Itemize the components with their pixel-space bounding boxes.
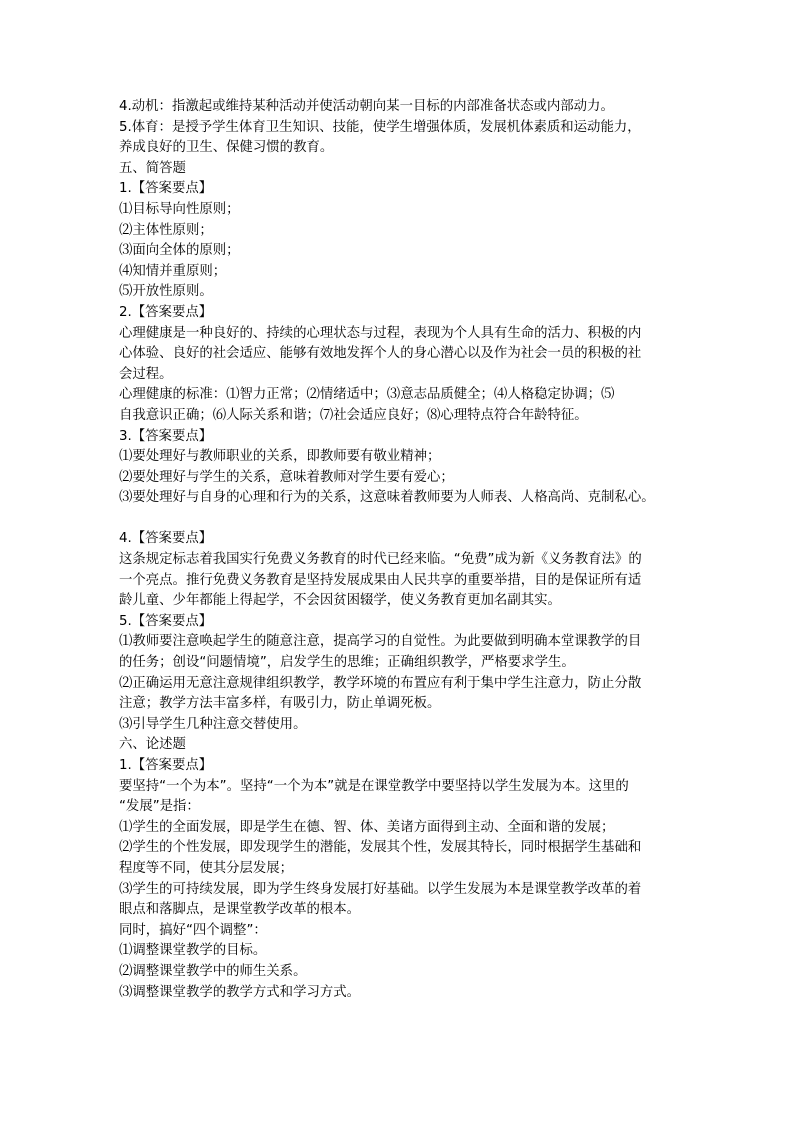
text-line: 要坚持“一个为本”。坚持“一个为本”就是在课堂教学中要坚持以学生发展为本。这里的 bbox=[119, 778, 629, 794]
text-line: 注意；教学方法丰富多样，有吸引力，防止单调死板。 bbox=[119, 696, 441, 712]
text-line-definition-motivation: 4.动机：指激起或维持某种活动并使活动朝向某一目标的内部准备状态或内部动力。 bbox=[119, 99, 614, 114]
list-item: ⑵学生的个性发展，即发现学生的潜能，发展其个性，发展其特长，同时根据学生基础和 bbox=[119, 840, 642, 856]
section-heading-essay: 六、论述题 bbox=[119, 737, 186, 753]
blank-line bbox=[119, 509, 789, 530]
list-item: ⑶面向全体的原则； bbox=[119, 243, 240, 259]
text-line: 心理健康是一种良好的、持续的心理状态与过程，表现为个人具有生命的活力、积极的内 bbox=[119, 325, 642, 341]
list-item: ⑴要处理好与教师职业的关系，即教师要有敬业精神； bbox=[119, 449, 441, 465]
text-line: 的任务；创设“问题情境”，启发学生的思维；正确组织教学，严格要求学生。 bbox=[119, 655, 575, 671]
list-item: ⑵要处理好与学生的关系，意味着教师对学生要有爱心； bbox=[119, 469, 454, 485]
text-line: 自我意识正确；⑹人际关系和谐；⑺社会适应良好；⑻心理特点符合年龄特征。 bbox=[119, 407, 588, 423]
text-line-definition-pe: 5.体育：是授予学生体育卫生知识、技能，使学生增强体质，发展机体素质和运动能力， bbox=[119, 119, 641, 135]
list-item: ⑵调整课堂教学中的师生关系。 bbox=[119, 963, 307, 979]
list-item: ⑶学生的可持续发展，即为学生终身发展打好基础。以学生发展为本是课堂教学改革的着 bbox=[119, 881, 642, 897]
text-line: 养成良好的卫生、保健习惯的教育。 bbox=[119, 140, 334, 156]
list-item: ⑸开放性原则。 bbox=[119, 284, 213, 300]
list-item: ⑴调整课堂教学的目标。 bbox=[119, 943, 267, 959]
list-item: ⑵主体性原则； bbox=[119, 222, 213, 238]
text-line: 龄儿童、少年都能上得起学，不会因贫困辍学，使义务教育更加名副其实。 bbox=[119, 593, 561, 609]
text-line: 一个亮点。推行免费义务教育是坚持发展成果由人民共享的重要举措，目的是保证所有适 bbox=[119, 572, 642, 588]
answer-heading-3: 3.【答案要点】 bbox=[119, 428, 213, 444]
list-item: ⑵正确运用无意注意规律组织教学，教学环境的布置应有利于集中学生注意力，防止分散 bbox=[119, 675, 642, 691]
answer-heading-essay-1: 1.【答案要点】 bbox=[119, 758, 213, 773]
text-line: 心理健康的标准：⑴智力正常；⑵情绪适中；⑶意志品质健全；⑷人格稳定协调；⑸ bbox=[119, 387, 615, 403]
answer-heading-5: 5.【答案要点】 bbox=[119, 613, 213, 629]
list-item: ⑶要处理好与自身的心理和行为的关系，这意味着教师要为人师表、人格高尚、克制私心。 bbox=[119, 490, 655, 506]
text-line: 会过程。 bbox=[119, 366, 173, 382]
text-line: 眼点和落脚点，是课堂教学改革的根本。 bbox=[119, 902, 361, 918]
answer-heading-4: 4.【答案要点】 bbox=[119, 531, 213, 547]
document-page bbox=[119, 97, 789, 1003]
text-line: 程度等不同，使其分层发展； bbox=[119, 860, 294, 876]
section-heading-short-answer: 五、简答题 bbox=[119, 160, 186, 176]
text-line: “发展”是指： bbox=[119, 799, 200, 815]
list-item: ⑴目标导向性原则； bbox=[119, 201, 240, 217]
answer-heading-2: 2.【答案要点】 bbox=[119, 304, 213, 320]
list-item: ⑶调整课堂教学的教学方式和学习方式。 bbox=[119, 984, 361, 1000]
list-item: ⑷知情并重原则； bbox=[119, 263, 227, 279]
text-line: 心体验、良好的社会适应、能够有效地发挥个人的身心潜心以及作为社会一员的积极的社 bbox=[119, 346, 642, 362]
answer-heading-1: 1.【答案要点】 bbox=[119, 181, 213, 197]
list-item: ⑶引导学生几种注意交替使用。 bbox=[119, 716, 307, 732]
list-item: ⑴教师要注意唤起学生的随意注意，提高学习的自觉性。为此要做到明确本堂课教学的目 bbox=[119, 634, 642, 650]
list-item: ⑴学生的全面发展，即是学生在德、智、体、美诸方面得到主动、全面和谐的发展； bbox=[119, 819, 615, 835]
text-line: 同时，搞好“四个调整”： bbox=[119, 922, 267, 938]
text-line: 这条规定标志着我国实行免费义务教育的时代已经来临。“免费”成为新《义务教育法》的 bbox=[119, 552, 642, 568]
